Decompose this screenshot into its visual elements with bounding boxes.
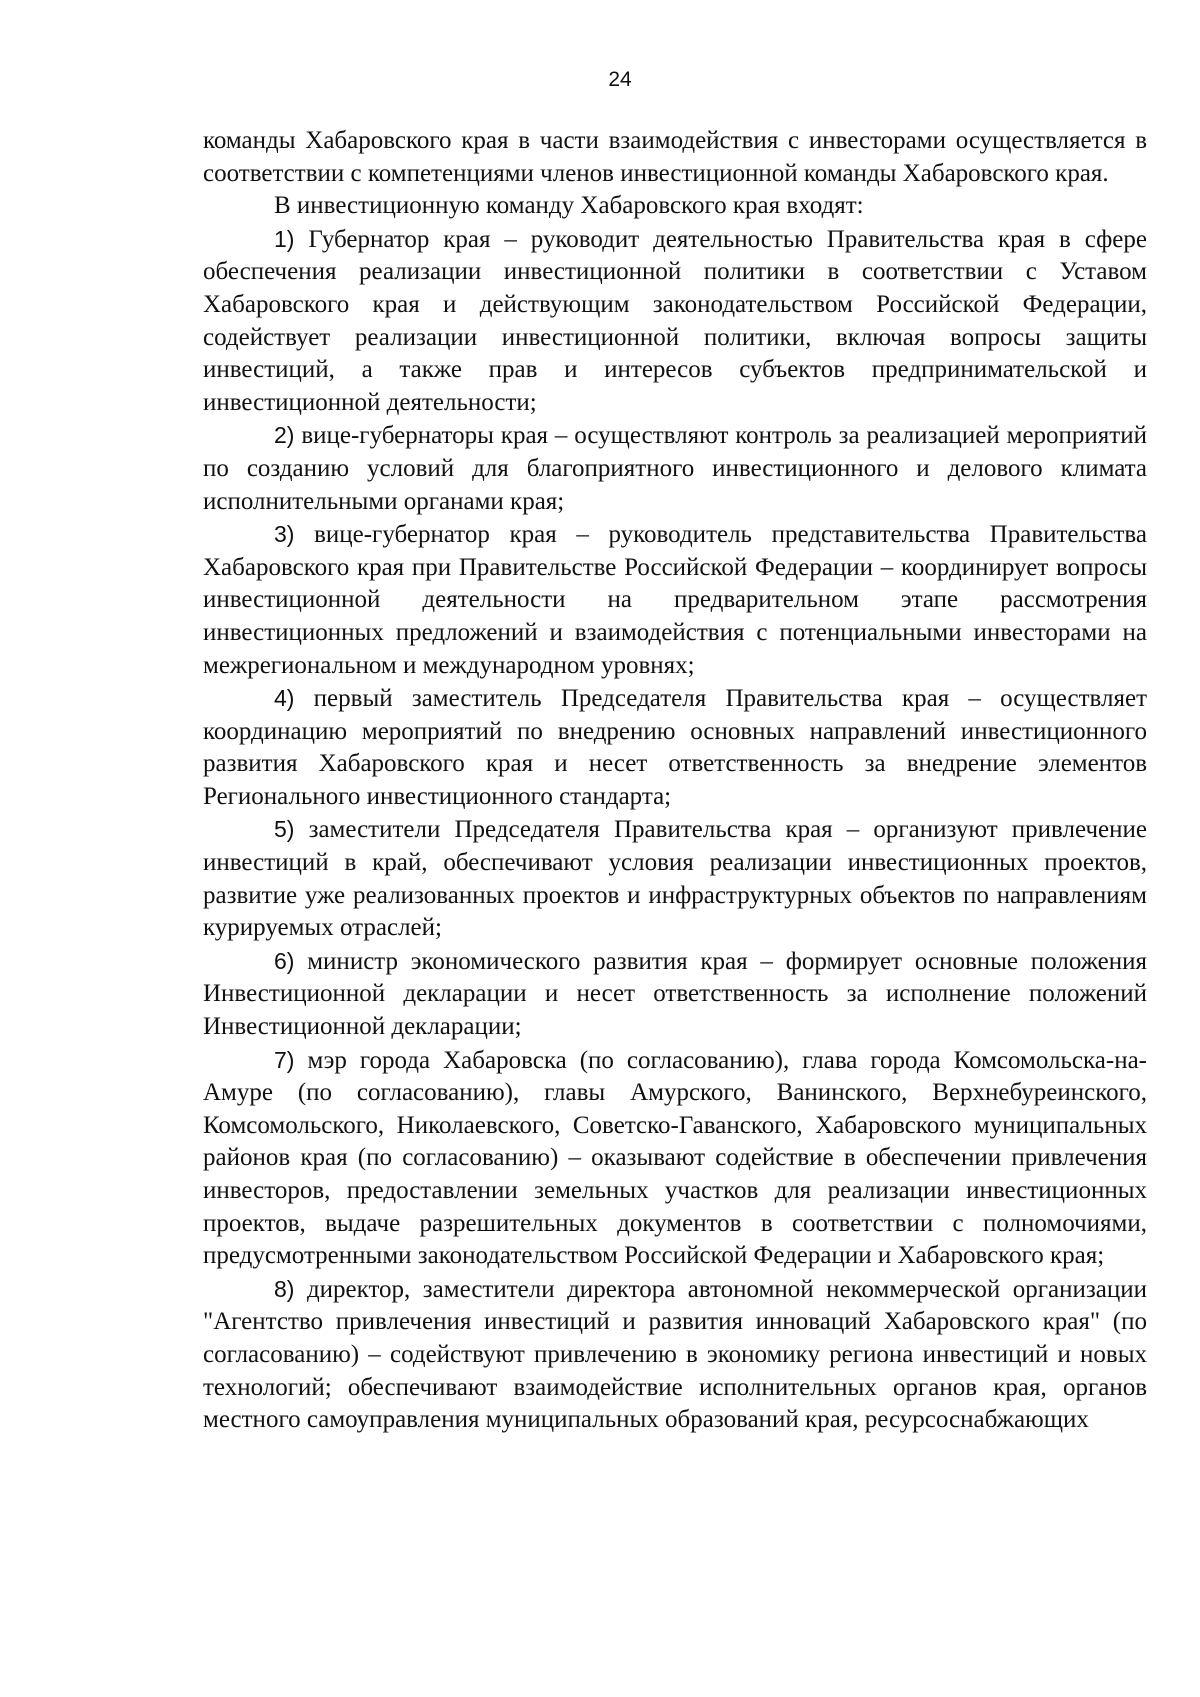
list-item-number: 6) bbox=[274, 947, 295, 974]
paragraph bbox=[203, 945, 1147, 1044]
document-body bbox=[203, 125, 1147, 1437]
list-item-number: 2) bbox=[274, 422, 295, 449]
paragraph-text: заместители Председателя Правительства края – организуют привлечение инвестиций в край, обеспечивают условия реализации инвестиционных проектов, развитие уже реализованных проектов и инфраструктурных объектов по направлениям курируемых отраслей; bbox=[203, 816, 1147, 942]
paragraph bbox=[203, 1273, 1147, 1437]
paragraph-text: министр экономического развития края – формирует основные положения Инвестиционной декларации и несет ответственность за исполнение положений Инвестиционной декларации; bbox=[203, 947, 1148, 1041]
list-item-number: 1) bbox=[274, 225, 295, 252]
paragraph bbox=[203, 1044, 1147, 1273]
paragraph-text: директор, заместители директора автономной некоммерческой организации "Агентство привлечения инвестиций и развития инноваций Хабаровского края" (по согласованию) – содействуют привлечению в экономику региона инвестиций и новых технологий; обеспечивают взаимодействие исполнительных органов края, органов местного самоуправления муниципальных образований края, ресурсоснабжающих bbox=[203, 1275, 1147, 1434]
paragraph-text: команды Хабаровского края в части взаимодействия с инвесторами осуществляется в соответствии с компетенциями членов инвестиционной команды Хабаровского края. bbox=[203, 127, 1147, 187]
paragraph bbox=[203, 125, 1147, 190]
page-number: 24 bbox=[608, 68, 632, 91]
paragraph bbox=[203, 518, 1147, 682]
list-item-number: 5) bbox=[274, 816, 295, 843]
paragraph bbox=[203, 682, 1147, 813]
paragraph-text: первый заместитель Председателя Правительства края – осуществляет координацию мероприятий по внедрению основных направлений инвестиционного развития Хабаровского края и несет ответственность за внедрение элементов Регионального инвестиционного стандарта; bbox=[203, 685, 1147, 810]
paragraph bbox=[203, 190, 1147, 223]
list-item-number: 7) bbox=[274, 1046, 295, 1073]
paragraph bbox=[203, 223, 1147, 420]
list-item-number: 4) bbox=[274, 685, 295, 712]
paragraph-text: мэр города Хабаровска (по согласованию), глава города Комсомольска-на-Амуре (по согласованию), главы Амурского, Ванинского, Верхнебуреинского, Комсомольского, Николаевского, Советско-Гаванского, Хабаровского муниципальных районов края (по согласованию) – оказывают содействие в обеспечении привлечения инвесторов, предоставлении земельных участков для реализации инвестиционных проектов, выдаче разрешительных документов в соответствии с полномочиями, предусмотренными законодательством Российской Федерации и Хабаровского края; bbox=[203, 1046, 1148, 1270]
paragraph-text: Губернатор края – руководит деятельностью Правительства края в сфере обеспечения реализации инвестиционной политики в соответствии с Уставом Хабаровского края и действующим законодательством Российской Федерации, содействует реализации инвестиционной политики, включая вопросы защиты инвестиций, а также прав и интересов субъектов предпринимательской и инвестиционной деятельности; bbox=[203, 225, 1148, 416]
list-item-number: 8) bbox=[274, 1275, 295, 1302]
paragraph-text: В инвестиционную команду Хабаровского края входят: bbox=[274, 192, 864, 220]
paragraph-text: вице-губернаторы края – осуществляют контроль за реализацией мероприятий по созданию условий для благоприятного инвестиционного и делового климата исполнительными органами края; bbox=[203, 422, 1147, 515]
paragraph bbox=[203, 419, 1147, 518]
paragraph bbox=[203, 813, 1147, 944]
list-item-number: 3) bbox=[274, 521, 295, 548]
paragraph-text: вице-губернатор края – руководитель представительства Правительства Хабаровского края при Правительстве Российской Федерации – координирует вопросы инвестиционной деятельности на предварительном этапе рассмотрения инвестиционных предложений и взаимодействия с потенциальными инвесторами на межрегиональном и международном уровнях; bbox=[203, 521, 1147, 679]
